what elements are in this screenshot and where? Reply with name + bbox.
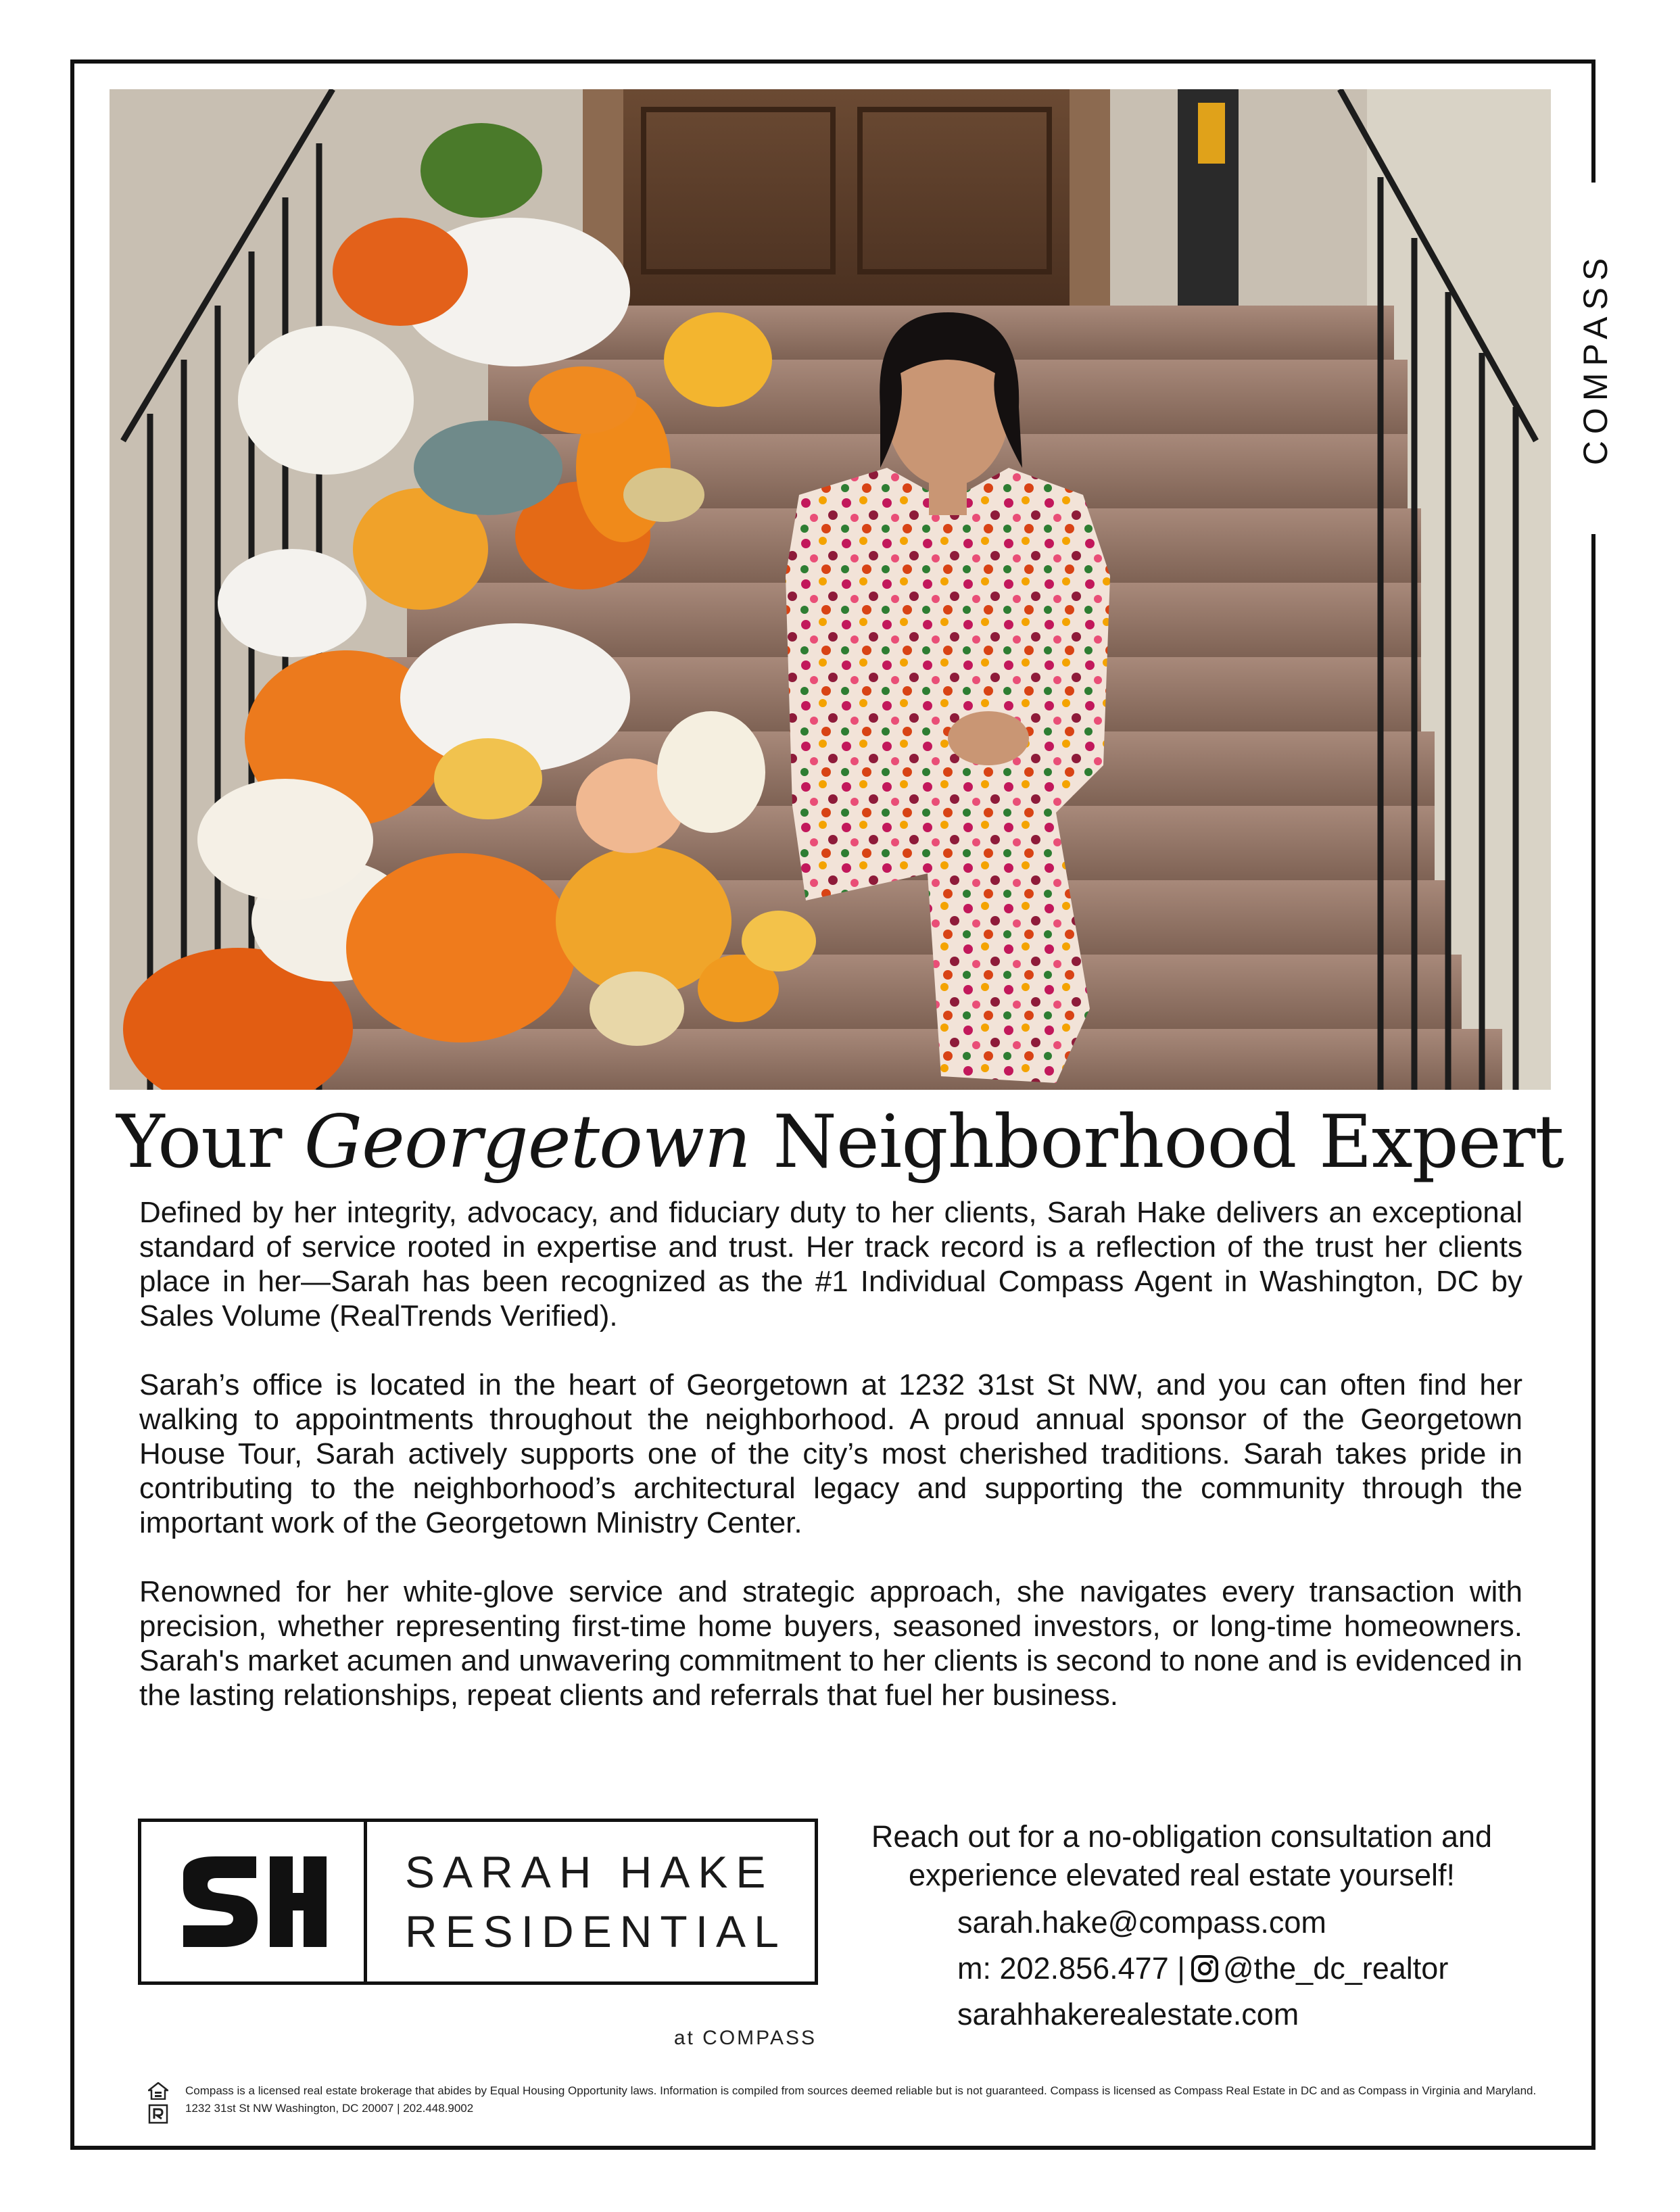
logo-line-2: RESIDENTIAL <box>405 1906 787 1956</box>
headline-lead: Your <box>116 1100 282 1184</box>
phone-number[interactable]: m: 202.856.477 | <box>957 1951 1185 1986</box>
logo-line-1: SARAH HAKE <box>405 1847 774 1897</box>
legal-disclaimer: Compass is a licensed real estate brokerage that abides by Equal Housing Opportunity laws. Information is compiled from sources deemed reliable but is not guaranteed. Compass is licensed as Compass Real Estate in DC and as Compass in Virginia and Maryland. 1232 31st St NW Washington, DC 20007 | 202.448.9002 <box>185 2084 1537 2115</box>
realtor-icon <box>148 2104 168 2124</box>
headline-emphasis: Georgetown <box>304 1100 751 1184</box>
agent-portrait-icon <box>110 89 1551 1090</box>
instagram-handle[interactable]: @the_dc_realtor <box>1222 1951 1449 1986</box>
call-to-action: Reach out for a no-obligation consultation and experience elevated real estate yourself! <box>871 1819 1493 1892</box>
headline-tail: Neighborhood Expert <box>773 1100 1564 1184</box>
equal-housing-icon <box>148 2082 168 2100</box>
contact-block <box>957 1900 1448 2038</box>
bio-text <box>139 1195 1522 1747</box>
website-link[interactable]: sarahhakerealestate.com <box>957 1997 1299 2031</box>
logo-wordmark <box>367 1822 815 1981</box>
compass-wordmark: COMPASS <box>1570 183 1621 534</box>
bio-paragraph-1: Defined by her integrity, advocacy, and fiduciary duty to her clients, Sarah Hake delivers an exceptional standard of service rooted in expertise and trust. Her track record is a reflection of the trust her clients place in her—Sarah has been recognized as the #1 Individual Compass Agent in Washington, DC by Sales Volume (RealTrends Verified). <box>139 1196 1522 1332</box>
logo-subline: at COMPASS <box>673 2027 817 2049</box>
agent-photo <box>110 89 1551 1090</box>
bio-paragraph-3: Renowned for her white-glove service and strategic approach, she navigates every transaction with precision, whether representing first-time home buyers, seasoned investors, or long-time homeowners. Sarah's market acumen and unwavering commitment to her clients is second to none and is evidenced in the lasting relationships, repeat clients and referrals that fuel her business. <box>139 1575 1522 1712</box>
bio-paragraph-2: Sarah’s office is located in the heart of Georgetown at 1232 31st St NW, and you can often find her walking to appointments throughout the neighborhood. A proud annual sponsor of the Georgetown House Tour, Sarah actively supports one of the city’s most cherished traditions. Sarah takes pride in contributing to the neighborhood’s architectural legacy and supporting the community through the important work of the Georgetown Ministry Center. <box>139 1368 1522 1539</box>
sh-monogram-icon <box>141 1822 367 1981</box>
footer <box>139 2082 1545 2124</box>
instagram-icon <box>1191 1954 1219 1983</box>
sarah-hake-logo <box>138 1819 818 1985</box>
headline <box>0 1095 1680 1190</box>
email-link[interactable]: sarah.hake@compass.com <box>957 1905 1326 1940</box>
